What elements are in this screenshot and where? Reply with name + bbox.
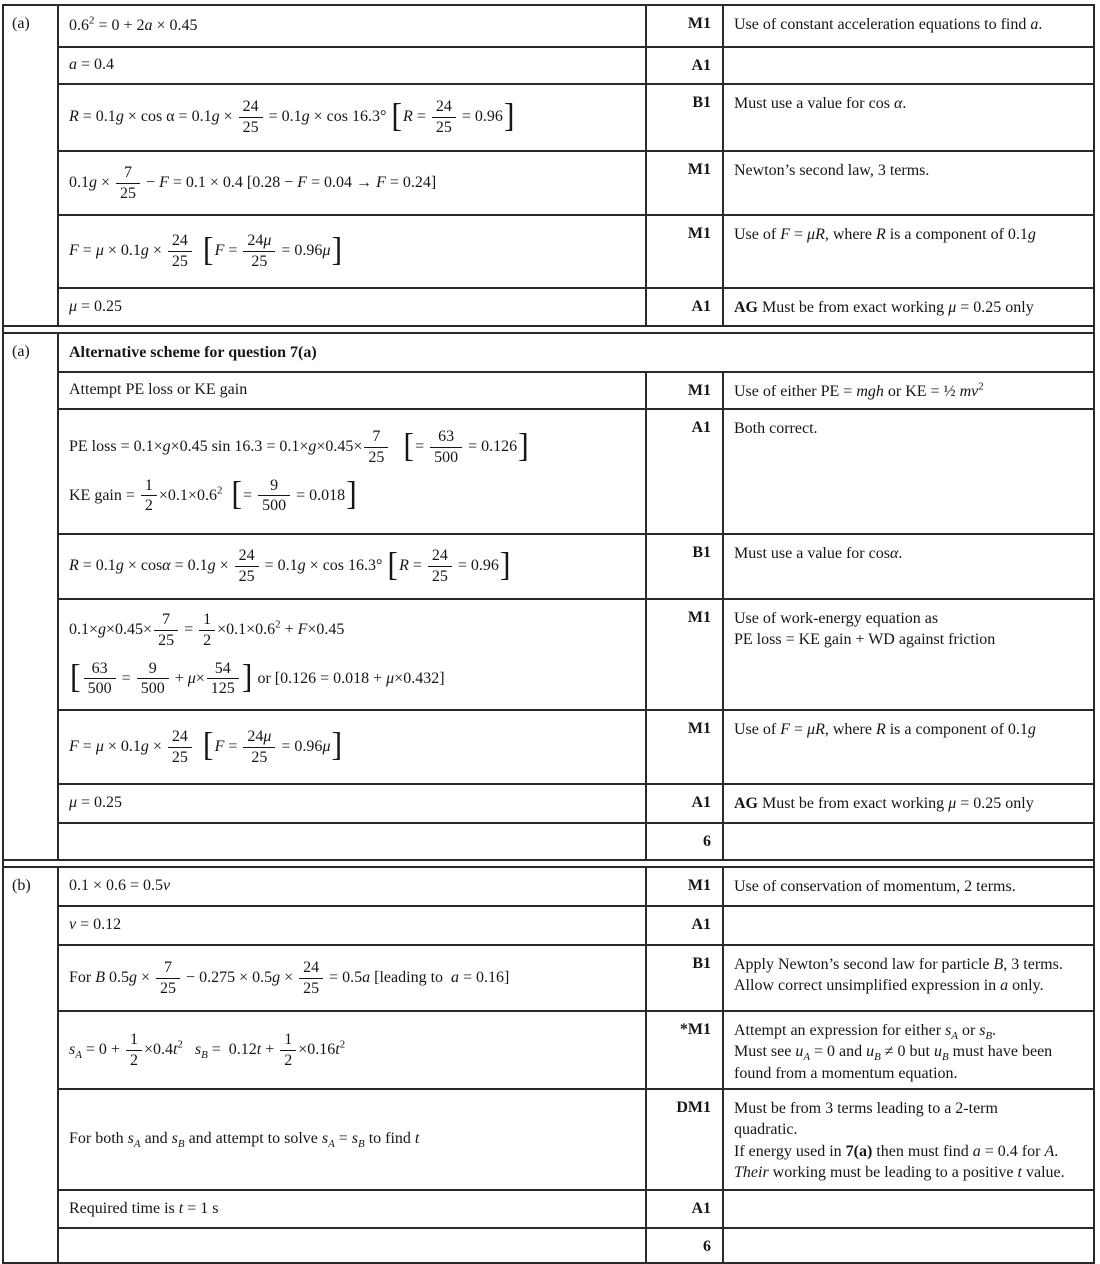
formula-line: F = μ × 0.1g × $\frac{24}{25}$ [F = $\frac{24\mu}{25}$ = 0.96μ] <box>69 725 343 766</box>
mark-cell: DM1 <box>647 1090 724 1189</box>
big-bracket-right: ] <box>503 95 515 134</box>
working-cell <box>59 373 647 408</box>
part-label: (a) <box>4 334 59 859</box>
part-label: (a) <box>4 6 59 325</box>
mark-cell: 6 <box>647 824 724 859</box>
fraction: $\frac{24\mu}{25}$ <box>242 728 276 766</box>
working-cell <box>59 711 647 783</box>
working-cell <box>59 6 647 46</box>
fraction: $\frac{1}{2}$ <box>198 611 216 649</box>
working-cell <box>59 907 647 944</box>
table-row <box>59 905 1093 944</box>
working-cell <box>59 1229 647 1262</box>
table-row <box>59 598 1093 709</box>
working-cell <box>59 600 647 709</box>
mark-cell: A1 <box>647 289 724 325</box>
comment-cell: AG Must be from exact working μ = 0.25 only <box>734 299 1034 316</box>
table-row <box>59 83 1093 150</box>
formula-line: v = 0.12 <box>69 916 122 934</box>
big-bracket-left: [ <box>202 229 214 268</box>
mark-cell: B1 <box>647 85 724 150</box>
formula-line: For both $s_A$ and $s_B$ and attempt to solve $s_A = s_B$ to find t <box>69 1130 420 1151</box>
fraction: $\frac{24}{25}$ <box>167 232 193 270</box>
formula-line: $s_A = 0$ + $\frac{1}{2}$ $\times 0.4t^2$ $s_B = 0.12t$ + $\frac{1}{2}$ $\times 0.16t^2$ <box>69 1030 346 1069</box>
fraction: $\frac{24}{25}$ <box>431 98 457 136</box>
section-rows <box>59 868 1093 1262</box>
section-separator <box>4 325 1093 334</box>
table-row <box>59 1010 1093 1088</box>
working-cell <box>59 152 647 214</box>
fraction: $\frac{24}{25}$ <box>238 98 264 136</box>
table-row <box>59 1088 1093 1189</box>
comment-cell: Use of constant acceleration equations to find a. <box>734 16 1043 33</box>
fraction: $\frac{54}{125}$ <box>206 660 240 698</box>
big-bracket-right: ] <box>518 425 529 464</box>
table-row <box>59 408 1093 533</box>
table-row <box>59 868 1093 905</box>
fraction: $\frac{24}{25}$ <box>167 728 193 766</box>
working-cell <box>59 410 647 533</box>
mark-cell: B1 <box>647 535 724 598</box>
mark-cell: A1 <box>647 907 724 944</box>
fraction: $\frac{1}{2}$ <box>125 1031 143 1069</box>
formula-line: 0.1 × 0.6 = 0.5v <box>69 877 171 895</box>
fraction: $\frac{24}{25}$ <box>298 959 324 997</box>
fraction: $\frac{7}{25}$ <box>155 959 181 997</box>
section-rows <box>59 6 1093 325</box>
table-row <box>59 46 1093 83</box>
working-cell <box>59 868 647 905</box>
working-cell <box>59 785 647 822</box>
big-bracket-left: [ <box>387 544 399 583</box>
working-cell <box>59 1191 647 1227</box>
working-cell <box>59 48 647 83</box>
formula-line: μ = 0.25 <box>69 297 123 315</box>
mark-cell: M1 <box>647 6 724 46</box>
table-row <box>59 783 1093 822</box>
mark-cell: M1 <box>647 868 724 905</box>
big-bracket-left: [ <box>70 656 81 695</box>
fraction: $\frac{24}{25}$ <box>234 547 260 585</box>
working-cell <box>59 1012 647 1088</box>
section <box>4 6 1093 325</box>
mark-cell: 6 <box>647 1229 724 1262</box>
formula-line: PE loss = 0.1×g×0.45 sin 16.3 = 0.1×g×0.45× $\frac{7}{25}$ [= $\frac{63}{500}$ = 0.126] <box>69 425 529 466</box>
formula-line: For B 0.5g × $\frac{7}{25}$ − 0.275 × 0.5g × $\frac{24}{25}$ = 0.5a [leading to a = 0.16] <box>69 958 510 997</box>
big-bracket-right: ] <box>331 229 343 268</box>
big-bracket-right: ] <box>331 725 343 764</box>
comment-cell <box>724 1229 1093 1262</box>
table-row <box>59 6 1093 46</box>
mark-cell: A1 <box>647 410 724 533</box>
working-cell <box>59 85 647 150</box>
formula-line: $0.6^2 = 0 + 2a \times 0.45$ <box>69 14 198 34</box>
fraction: $\frac{9}{500}$ <box>257 477 291 515</box>
mark-cell: B1 <box>647 946 724 1010</box>
formula-line: 0.1g × $\frac{7}{25}$ − F = 0.1 × 0.4 [0.28 − F = 0.04 → F = 0.24] <box>69 163 437 202</box>
table-row <box>59 1189 1093 1227</box>
big-bracket-right: ] <box>346 473 357 512</box>
formula-line: R = 0.1g × cos α = 0.1g × $\frac{24}{25}$ = 0.1g × cos 16.3° [R = $\frac{24}{25}$ = 0.96] <box>69 95 515 136</box>
working-cell <box>59 216 647 287</box>
comment-cell: Use of conservation of momentum, 2 terms. <box>734 878 1016 895</box>
comment-cell: Attempt an expression for either $s_A$ or $s_B$. Must see $u_A = 0$ and $u_B \ne 0$ but $u_B$ must have been found from a momentum equation. <box>734 1022 1053 1082</box>
comment-cell: Use of F = μR, where R is a component of 0.1g <box>734 226 1036 243</box>
mark-cell: M1 <box>647 216 724 287</box>
big-bracket-left: [ <box>391 95 403 134</box>
section-rows <box>59 334 1093 859</box>
formula-line: μ = 0.25 <box>69 794 123 812</box>
formula-line: [ $\frac{63}{500}$ = $\frac{9}{500}$ + μ× $\frac{54}{125}$ ] or [0.126 = 0.018 + μ×0.432] <box>70 656 445 698</box>
big-bracket-left: [ <box>202 725 214 764</box>
fraction: $\frac{24\mu}{25}$ <box>242 232 276 270</box>
fraction: $\frac{7}{25}$ <box>363 428 389 466</box>
comment-cell <box>724 907 1093 944</box>
mark-cell: M1 <box>647 152 724 214</box>
comment-cell <box>724 48 1093 83</box>
comment-cell: Both correct. <box>734 420 818 437</box>
big-bracket-left: [ <box>403 425 415 464</box>
mark-cell: M1 <box>647 373 724 408</box>
fraction: $\frac{1}{2}$ <box>279 1031 297 1069</box>
table-row <box>59 1227 1093 1262</box>
comment-cell: Must use a value for cos α. <box>734 95 907 112</box>
section <box>4 334 1093 859</box>
mark-cell: M1 <box>647 711 724 783</box>
mark-cell: *M1 <box>647 1012 724 1088</box>
table-row <box>59 944 1093 1010</box>
fraction: $\frac{7}{25}$ <box>115 164 141 202</box>
comment-cell: Use of either PE = mgh or KE = ½ $mv^2$ <box>734 380 984 400</box>
working-cell <box>59 946 647 1010</box>
fraction: $\frac{7}{25}$ <box>153 611 179 649</box>
formula-line: R = 0.1g × cosα = 0.1g × $\frac{24}{25}$ = 0.1g × cos 16.3° [R = $\frac{24}{25}$ = 0.96] <box>69 544 511 585</box>
comment-cell <box>724 1191 1093 1227</box>
mark-cell: A1 <box>647 785 724 822</box>
big-bracket-right: ] <box>241 656 253 695</box>
mark-cell: A1 <box>647 48 724 83</box>
table-row <box>59 150 1093 214</box>
working-cell <box>59 1090 647 1189</box>
formula-line: a = 0.4 <box>69 56 115 74</box>
comment-cell: AG Must be from exact working μ = 0.25 only <box>734 795 1034 812</box>
section <box>4 868 1093 1262</box>
big-bracket-left: [ <box>231 473 243 512</box>
comment-cell <box>724 824 1093 859</box>
big-bracket-right: ] <box>499 544 511 583</box>
formula-line: F = μ × 0.1g × $\frac{24}{25}$ [F = $\frac{24\mu}{25}$ = 0.96μ] <box>69 229 343 270</box>
working-cell <box>59 289 647 325</box>
fraction: $\frac{9}{500}$ <box>136 660 170 698</box>
table-row <box>59 533 1093 598</box>
comment-cell: Newton’s second law, 3 terms. <box>734 162 930 179</box>
formula-line: Attempt PE loss or KE gain <box>69 381 248 399</box>
table-row <box>59 287 1093 325</box>
formula-line: Required time is t = 1 s <box>69 1199 219 1217</box>
section-separator <box>4 859 1093 868</box>
formula-line: KE gain = $\frac{1}{2}$ $\times 0.1\times 0.6^2$ [= $\frac{9}{500}$ = 0.018] <box>69 473 357 515</box>
comment-cell: Must be from 3 terms leading to a 2-term quadratic. If energy used in 7(a) then must find a = 0.4 for A. Their working must be leading to a positive t value. <box>734 1100 1065 1181</box>
comment-cell: Use of work-energy equation as PE loss = KE gain + WD against friction <box>734 610 996 649</box>
table-row <box>59 822 1093 859</box>
fraction: $\frac{1}{2}$ <box>140 477 158 515</box>
working-cell <box>59 535 647 598</box>
fraction: $\frac{63}{500}$ <box>83 660 117 698</box>
alt-scheme-header: Alternative scheme for question 7(a) <box>69 343 317 361</box>
mark-cell: A1 <box>647 1191 724 1227</box>
working-cell <box>59 824 647 859</box>
mark-cell: M1 <box>647 600 724 709</box>
comment-cell: Use of F = μR, where R is a component of 0.1g <box>734 721 1036 738</box>
part-label: (b) <box>4 868 59 1262</box>
table-row <box>59 709 1093 783</box>
comment-cell: Apply Newton’s second law for particle B, 3 terms. Allow correct unsimplified expression in a only. <box>734 956 1063 995</box>
table-row <box>59 371 1093 408</box>
comment-cell: Must use a value for cosα. <box>734 545 903 562</box>
formula-line: 0.1×g×0.45× $\frac{7}{25}$ = $\frac{1}{2}$ $\times 0.1\times 0.6^2 + F\times 0.45$ <box>69 611 345 649</box>
fraction: $\frac{24}{25}$ <box>427 547 453 585</box>
mark-scheme-table <box>2 4 1095 1264</box>
table-row <box>59 214 1093 287</box>
fraction: $\frac{63}{500}$ <box>429 428 463 466</box>
